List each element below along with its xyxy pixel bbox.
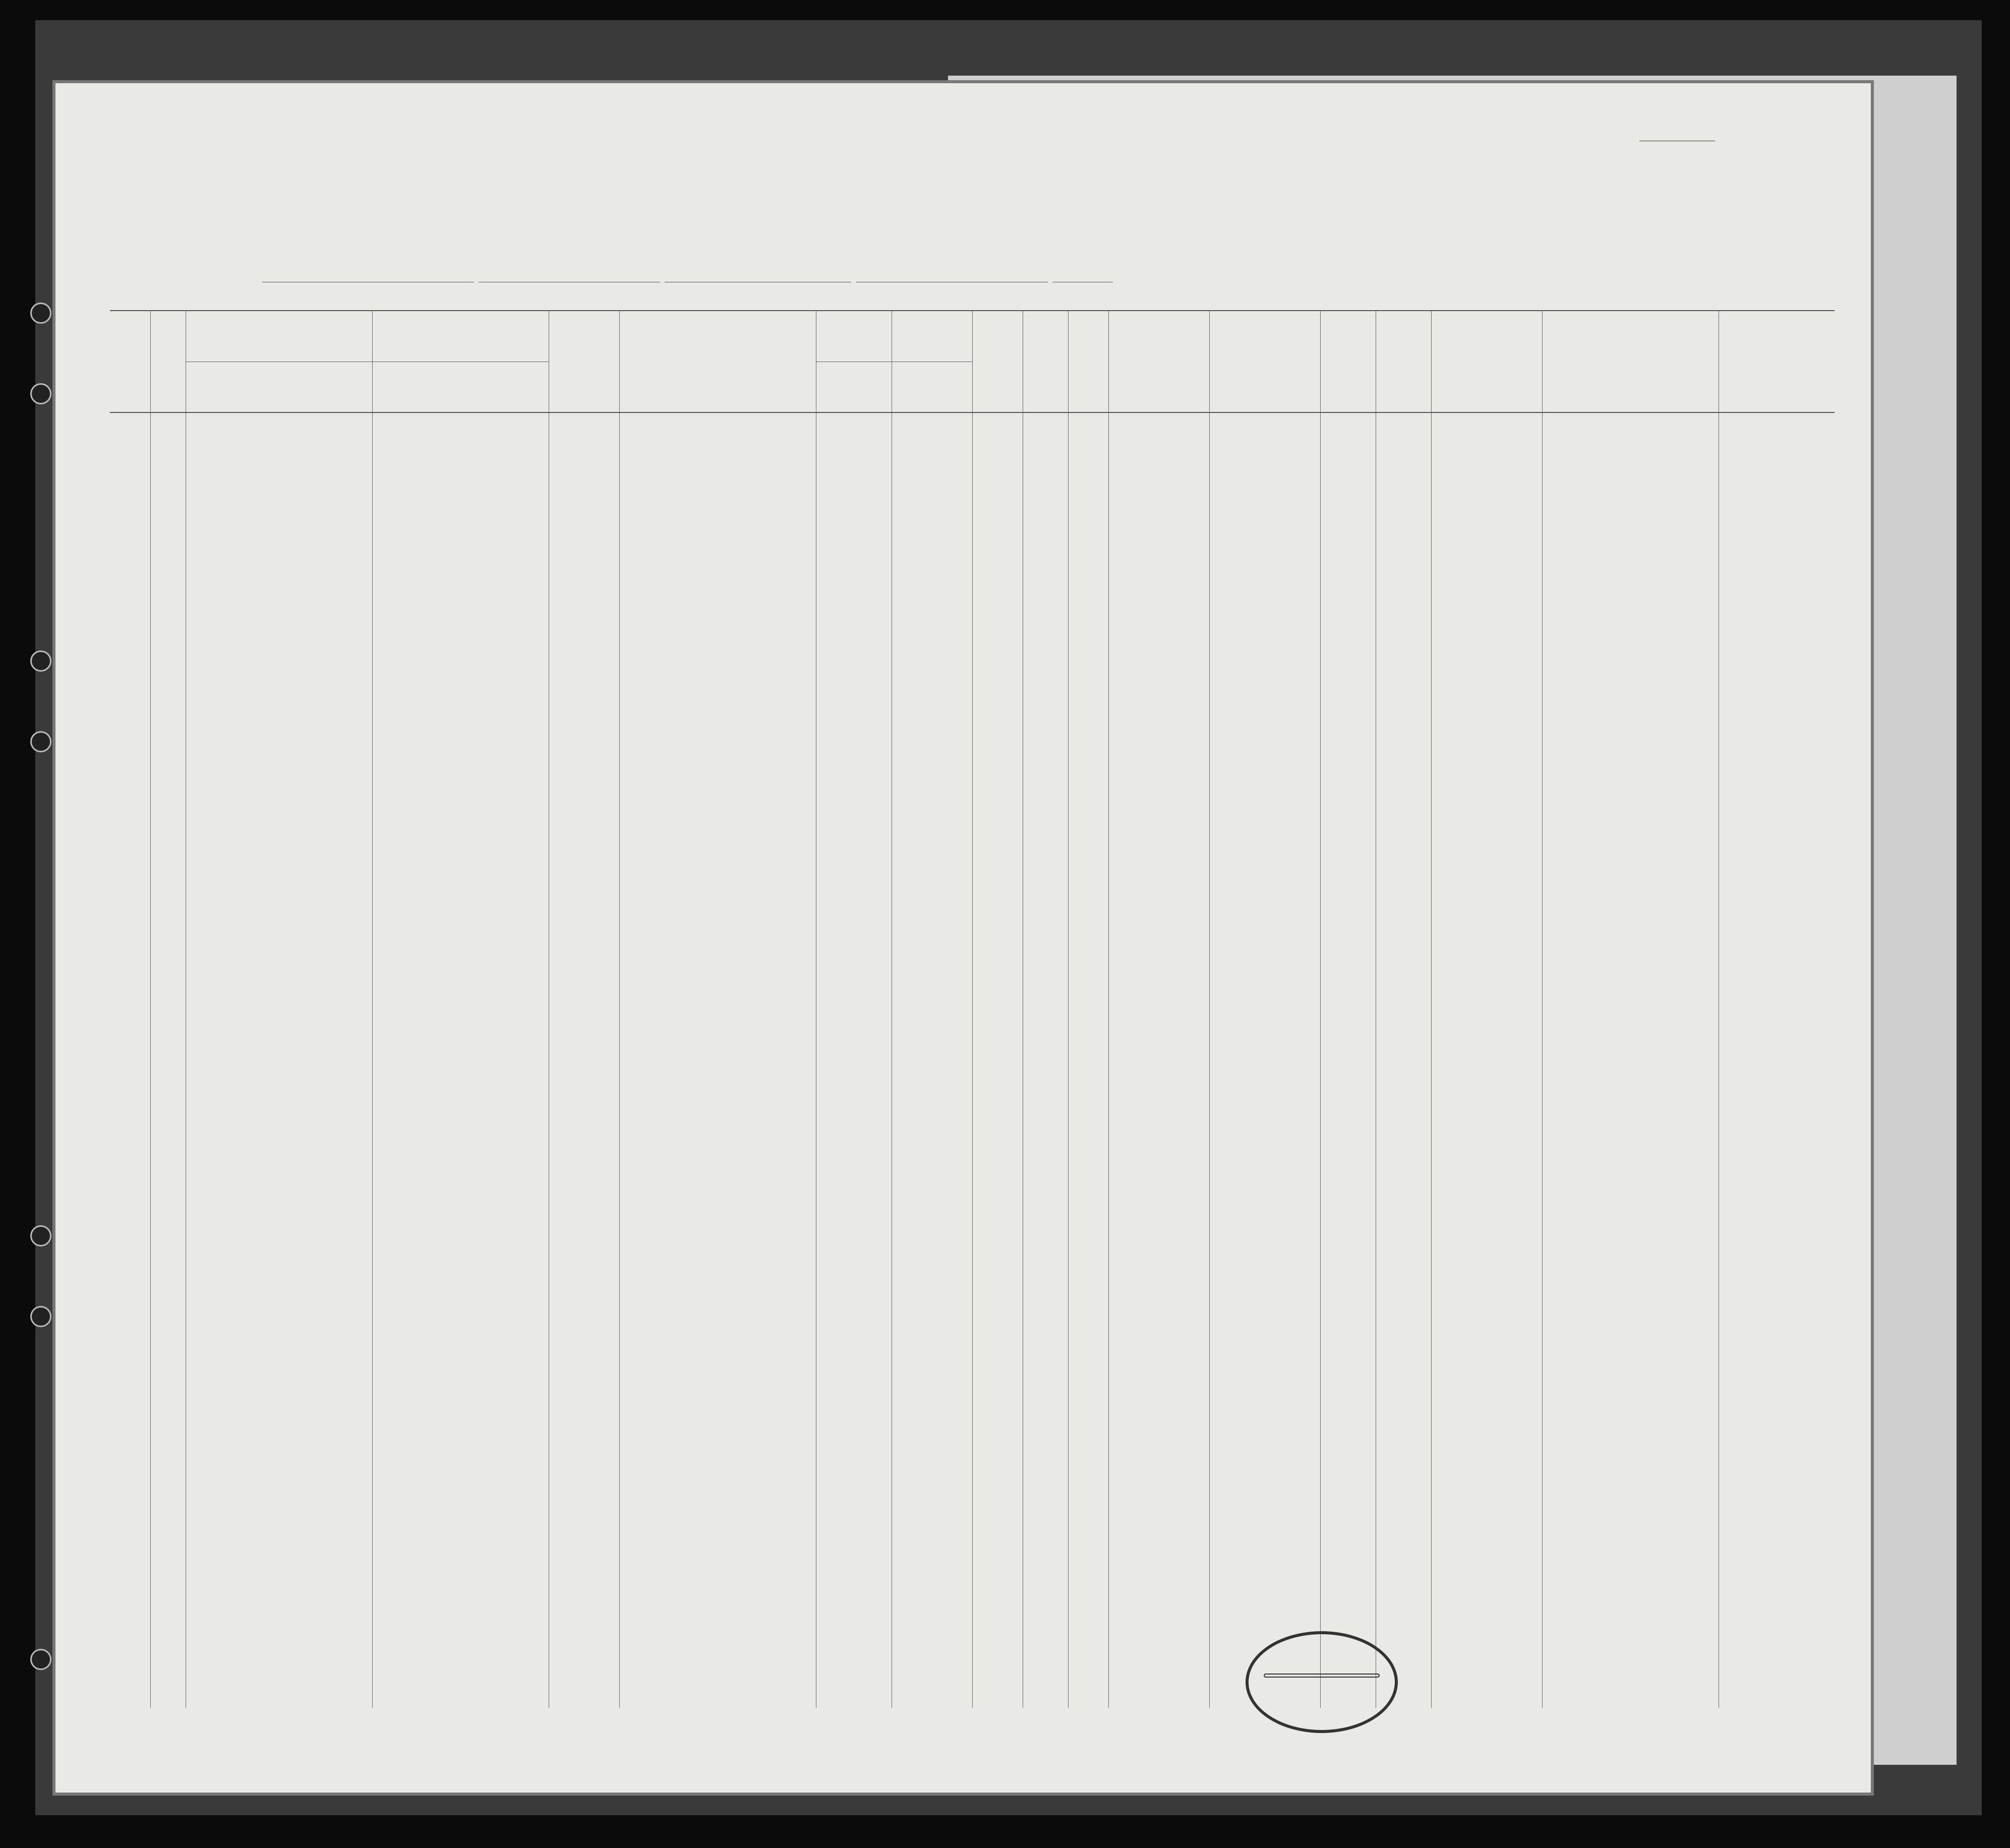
column-divider [1209,311,1210,1708]
column-divider [1320,311,1321,1708]
manifest-page [55,83,1871,1793]
header-bottom-rule [110,412,1835,413]
column-divider [1068,311,1069,1708]
vessel-line [262,266,1113,287]
sheet-number-label [1636,131,1715,144]
column-divider [972,311,973,1708]
column-divider [372,311,373,1708]
column-divider [1431,311,1432,1708]
column-divider [619,311,620,1708]
column-divider [1542,311,1543,1708]
column-divider [1108,311,1109,1708]
mm-office-stamp [1246,1631,1398,1733]
stamp-date [1264,1674,1380,1678]
column-divider [150,311,151,1708]
manifest-table [110,310,1835,1708]
subheader-divider [372,362,373,412]
